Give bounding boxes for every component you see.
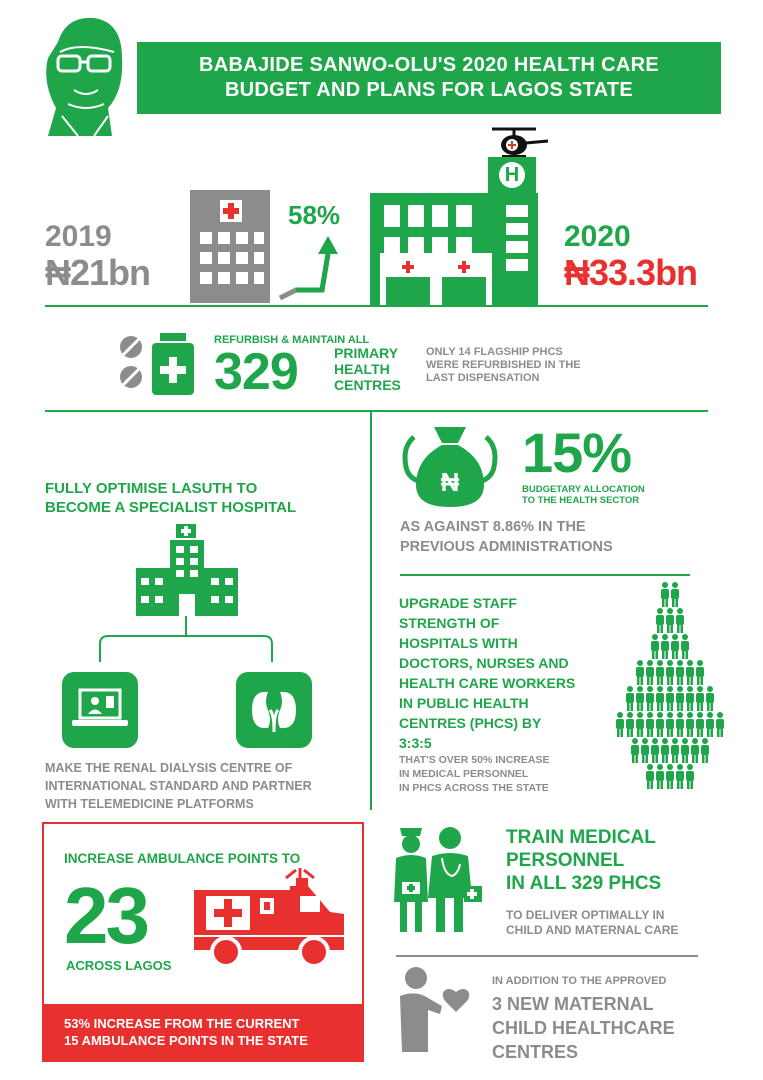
train-line-3: IN ALL 329 PHCS	[506, 873, 662, 894]
renal-line-3: WITH TELEMEDICINE PLATFORMS	[45, 797, 254, 811]
vertical-divider	[370, 410, 372, 810]
ambulance-footer-1: 53% INCREASE FROM THE CURRENT	[64, 1016, 300, 1031]
divider-4	[396, 955, 698, 957]
maternal-sub: IN ADDITION TO THE APPROVED	[492, 975, 667, 987]
pills-icon	[120, 333, 200, 397]
phc-note-1: ONLY 14 FLAGSHIP PHCS	[426, 346, 563, 358]
allocation-label-2: TO THE HEALTH SECTOR	[522, 495, 640, 506]
staff-line-1: UPGRADE STAFF	[399, 595, 517, 611]
divider-3	[400, 574, 690, 576]
maternal-line-1: 3 NEW MATERNAL	[492, 994, 654, 1014]
renal-line-2: INTERNATIONAL STANDARD AND PARTNER	[45, 779, 312, 793]
staff-sub-2: IN MEDICAL PERSONNEL	[399, 768, 529, 780]
train-line-2: PERSONNEL	[506, 850, 625, 871]
divider-2	[45, 410, 708, 412]
ambulance-footer	[44, 1004, 362, 1060]
ambulance-box	[42, 822, 364, 1062]
phc-number: 329	[214, 343, 298, 401]
staff-line-5: HEALTH CARE WORKERS	[399, 675, 576, 691]
increase-percent: 58%	[288, 200, 341, 230]
staff-sub-3: IN PHCS ACROSS THE STATE	[399, 782, 549, 794]
staff-line-7: CENTRES (PHCS) BY	[399, 715, 542, 731]
phc-note-3: LAST DISPENSATION	[426, 372, 540, 384]
nurse-doctor-icon	[392, 824, 484, 936]
gray-building-icon	[190, 190, 270, 303]
allocation-against-1: AS AGAINST 8.86% IN THE	[400, 519, 586, 535]
train-sub-1: TO DELIVER OPTIMALLY IN	[506, 908, 665, 922]
naira-symbol: ₦	[440, 467, 460, 497]
amount-2019: ₦21bn	[45, 252, 151, 293]
care-heart-icon	[398, 966, 472, 1052]
staff-line-2: STRENGTH OF	[399, 615, 500, 631]
staff-line-3: HOSPITALS WITH	[399, 635, 518, 651]
ambulance-icon	[190, 868, 350, 968]
phc-note-2: WERE REFURBISHED IN THE	[426, 359, 581, 371]
title-banner	[137, 42, 721, 114]
maternal-line-2: CHILD HEALTHCARE	[492, 1018, 675, 1038]
governor-portrait	[38, 12, 130, 136]
renal-line-1: MAKE THE RENAL DIALYSIS CENTRE OF	[45, 761, 293, 775]
staff-line-4: DOCTORS, NURSES AND	[399, 655, 569, 671]
tree-connector	[98, 616, 274, 662]
ambulance-footer-2: 15 AMBULANCE POINTS IN THE STATE	[64, 1033, 308, 1048]
amount-2020: ₦33.3bn	[564, 252, 698, 293]
specialist-hospital-icon	[134, 522, 240, 616]
phc-top-text: REFURBISH & MAINTAIN ALL	[214, 334, 370, 346]
ambulance-number: 23	[64, 871, 147, 960]
ambulance-across: ACROSS LAGOS	[66, 958, 172, 973]
maternal-line-3: CENTRES	[492, 1042, 579, 1062]
allocation-percent: 15%	[522, 421, 632, 484]
title-line-2: BUDGET AND PLANS FOR LAGOS STATE	[224, 79, 634, 101]
train-sub-2: CHILD AND MATERNAL CARE	[506, 923, 679, 937]
ambulance-heading: INCREASE AMBULANCE POINTS TO	[64, 851, 301, 866]
medical-staff-pyramid-icon	[614, 582, 726, 794]
phc-label-2: HEALTH	[334, 361, 390, 377]
kidney-icon	[236, 672, 312, 748]
staff-sub-1: THAT'S OVER 50% INCREASE	[399, 754, 550, 766]
helicopter-icon	[488, 126, 552, 158]
telemedicine-laptop-icon	[62, 672, 138, 748]
train-line-1: TRAIN MEDICAL	[506, 827, 656, 848]
year-2020: 2020	[564, 220, 631, 253]
growth-arrow-icon	[276, 232, 346, 302]
phc-label-1: PRIMARY	[334, 345, 399, 361]
staff-ratio: 3:3:5	[399, 735, 432, 751]
divider-1	[45, 305, 708, 307]
allocation-label-1: BUDGETARY ALLOCATION	[522, 484, 645, 495]
year-2019: 2019	[45, 220, 112, 253]
title-line-1: BABAJIDE SANWO-OLU'S 2020 HEALTH CARE	[199, 54, 659, 76]
phc-label-3: CENTRES	[334, 377, 401, 393]
hospital-sign: H	[504, 164, 520, 186]
allocation-against-2: PREVIOUS ADMINISTRATIONS	[400, 539, 613, 555]
staff-line-6: IN PUBLIC HEALTH	[399, 695, 529, 711]
lasuth-line-1: FULLY OPTIMISE LASUTH TO	[45, 480, 258, 497]
lasuth-line-2: BECOME A SPECIALIST HOSPITAL	[45, 499, 297, 516]
